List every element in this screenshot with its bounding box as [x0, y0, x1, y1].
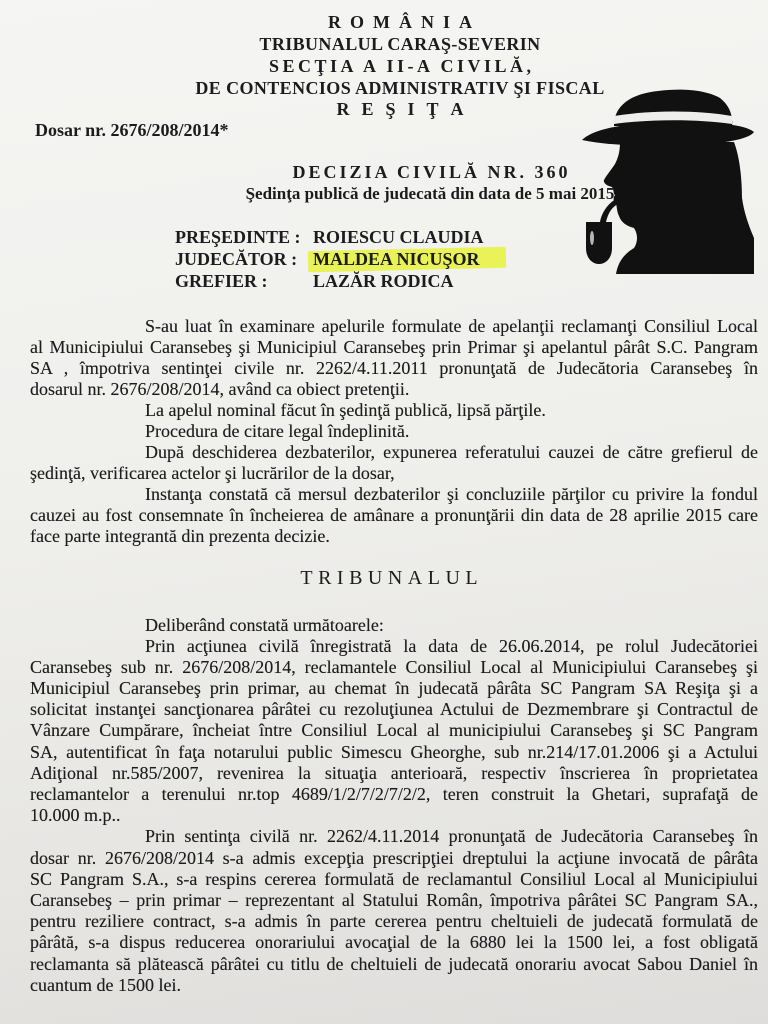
paragraph-line: solicitat instanţei sancţionarea pârâtei cu rezoluţiunea Actului de Dezmembrare şi Contractul de	[30, 699, 758, 720]
paragraph-line: După deschiderea dezbaterilor, expunerea referatului cauzei de către grefierul de	[145, 441, 758, 462]
paragraph-line: cauzei au fost consemnate în încheierea de amânare a pronunţării din data de 28 aprilie 2015 care	[30, 504, 758, 525]
paragraph	[30, 442, 758, 484]
paragraph-line: Procedura de citare legal îndeplinită.	[145, 420, 410, 441]
paragraph-line: Caransebeş – prin primar – reprezentant al Statului Român, împotriva pârâtei SC Pangram SA.,	[30, 889, 758, 910]
panel-row-president	[175, 226, 535, 248]
paragraph-line: Prin sentinţa civilă nr. 2262/4.11.2014 pronunţată de Judecătoria Caransebeş în	[145, 826, 758, 847]
hat-brim	[582, 122, 754, 145]
pipe-bowl-shine	[590, 231, 594, 245]
header-section-line-1: SECŢIA A II-A CIVILĂ,	[268, 56, 535, 76]
reasoning-text-block	[30, 615, 758, 996]
paragraph-line: 10.000 m.p..	[30, 805, 121, 826]
decision-session: Şedinţa publică de judecată din data de 5 mai 2015	[245, 184, 615, 203]
paragraph-line: cuantum de 1500 lei.	[30, 974, 181, 995]
intro-text-block	[30, 316, 758, 547]
paragraph-line: reclamanta să plătească pârâtei cu titlu de cheltuieli de judecată onorariu avocat Sabou Daniel în	[30, 953, 758, 974]
head-silhouette	[604, 142, 754, 274]
detective-silhouette-graphic	[578, 88, 756, 274]
paragraph-line: Prin acţiunea civilă înregistrată la data de 26.06.2014, pe rolul Judecătoriei	[145, 635, 758, 656]
paragraph-line: Municipiul Caransebeş prin primar, au chemat în judecată pârâta SC Pangram SA Reşiţa şi a	[30, 678, 758, 699]
paragraph-line: SA, autentificat în faţa notarului public Simescu Gheorghe, sub nr.214/17.01.2006 şi a Actului	[30, 741, 758, 762]
panel-name: ROIESCU CLAUDIA	[313, 227, 484, 247]
panel-role: PREŞEDINTE :	[175, 227, 301, 247]
paragraph-line: S-au luat în examinare apelurile formulate de apelanţii reclamanţi Consiliul Local	[145, 315, 758, 336]
paragraph	[30, 615, 758, 636]
paragraph	[30, 636, 758, 827]
header-city: REŞIŢA	[336, 99, 476, 119]
panel-row-clerk	[175, 270, 535, 292]
paragraph-line: Deliberând constată următoarele:	[145, 614, 384, 635]
paragraph-line: şedinţă, verificarea actelor şi lucrărilor de la dosar,	[30, 462, 395, 483]
paragraph	[30, 826, 758, 996]
panel-role: JUDECĂTOR :	[175, 249, 298, 269]
paragraph-line: Adiţional nr.585/2007, revenirea la situaţia anterioară, respectiv înscrierea în proprietatea	[30, 762, 758, 783]
paragraph-line: Instanţa constată că mersul dezbaterilor şi concluziile părţilor cu privire la fondul	[145, 483, 758, 504]
paragraph-line: La apelul nominal făcut în şedinţă publică, lipsă părţile.	[145, 399, 546, 420]
panel-name-highlighted: MALDEA NICUŞOR	[313, 249, 480, 269]
paragraph-line: Caransebeş sub nr. 2676/208/2014, reclamantele Consiliul Local al Municipiului Caransebeş şi	[30, 656, 758, 677]
header-court-name: TRIBUNALUL CARAŞ-SEVERIN	[259, 34, 541, 54]
paragraph-line: dosar nr. 2676/208/2014 s-a admis excepţia prescripţiei dreptului la acţiune invocată de pârâta	[30, 847, 758, 868]
paragraph-line: reclamantelor a terenului nr.top 4689/1/2/7/2/7/2/2, teren construit la Ghetari, suprafaţă de	[30, 784, 758, 804]
header-country: ROMÂNIA	[328, 12, 481, 32]
paragraph	[30, 484, 758, 547]
paragraph-line: dosarul nr. 2676/208/2014, având ca obiect pretenţii.	[30, 378, 410, 399]
decision-title: DECIZIA CIVILĂ NR. 360	[292, 162, 571, 182]
pipe-stem	[600, 199, 618, 222]
header-section-line-2: DE CONTENCIOS ADMINISTRATIV ŞI FISCAL	[195, 78, 605, 98]
case-file-number: Dosar nr. 2676/208/2014*	[35, 120, 229, 140]
paragraph-line: al Municipiului Caransebeş şi Municipiul Caransebeş prin Primar şi apelantul pârât S.C. Pangram	[30, 336, 758, 357]
paragraph-line: pentru reziliere contract, s-a admis în parte cererea pentru cheltuieli de judecată formulată de	[30, 911, 758, 932]
paragraph-line: SC Pangram S.A., s-a respins cererea formulată de reclamantul Consiliul Local al Municipiului	[30, 868, 758, 889]
panel-row-judge	[175, 248, 535, 270]
paragraph	[30, 421, 758, 442]
paragraph-line: Vânzare Cumpărare, încheiat între Consiliul Local al municipiului Caransebeş şi SC Pangram	[30, 720, 758, 741]
paragraph-line: face parte integrantă din prezenta decizie.	[30, 525, 330, 546]
paragraph-line: pârâtă, s-a dispus reducerea onorariului avocaţial de la 6880 lei la 1500 lei, a fost obligată	[30, 932, 758, 953]
pipe-bowl	[586, 222, 612, 264]
panel-name: LAZĂR RODICA	[313, 271, 454, 291]
section-heading: TRIBUNALUL	[300, 567, 484, 589]
paragraph	[30, 316, 758, 400]
paragraph-line: SA , împotriva sentinţei civile nr. 2262/4.11.2011 pronunţată de Judecătoria Caransebeş în	[30, 357, 758, 378]
paragraph	[30, 400, 758, 421]
panel-role: GREFIER :	[175, 271, 268, 291]
